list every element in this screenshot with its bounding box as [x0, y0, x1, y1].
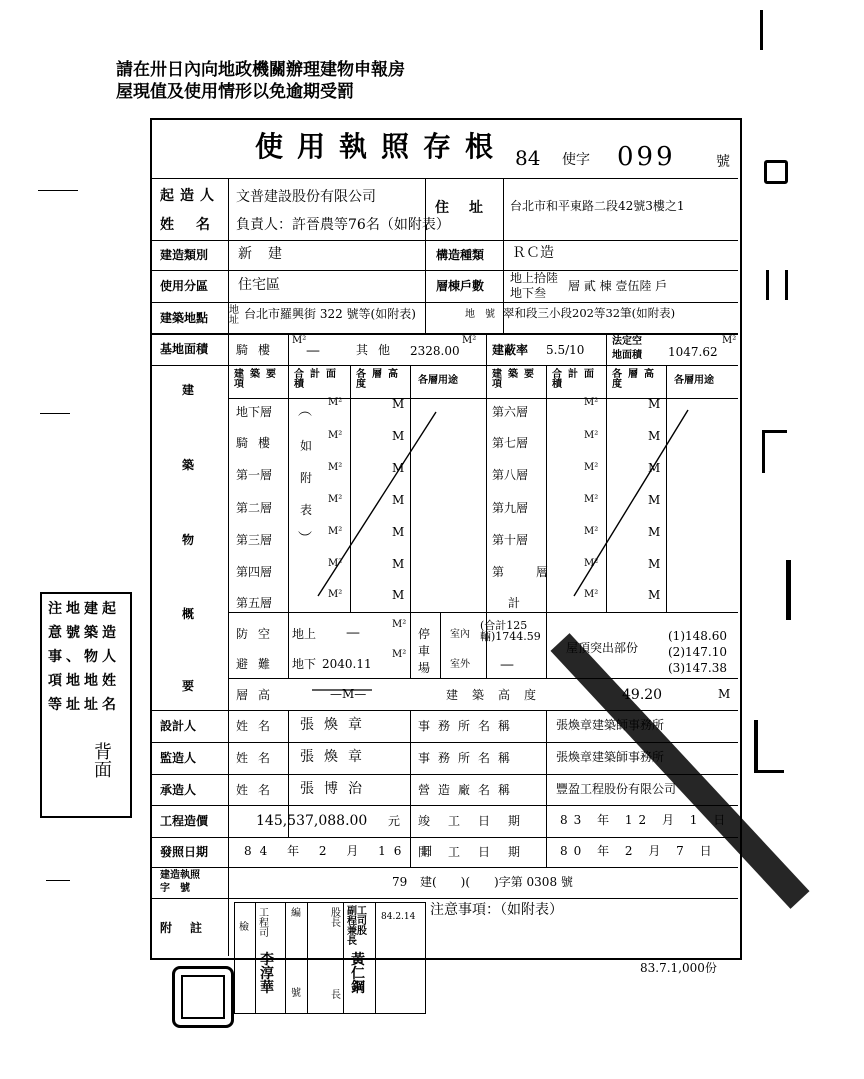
form-title: 使用執照存根 — [255, 130, 508, 163]
floor-row-label: 第十層 — [492, 533, 529, 547]
completion-value: 83 年 12 月 1 日 — [560, 813, 732, 827]
print-info: 83.7.1,000份 — [640, 961, 717, 975]
floor-row-label: 第二層 — [236, 501, 273, 515]
floor-height-value: —M— — [330, 687, 367, 701]
construction-permit-text: 建( )( )字第 0308 號 — [420, 875, 573, 889]
contractor-name-label: 姓名 — [236, 783, 281, 797]
supervisor-office-label: 事務所名稱 — [418, 751, 519, 765]
building-type-value: 新建 — [238, 246, 298, 262]
parking-indoor-value: (合計125輛)1744.59 — [480, 619, 541, 643]
arcade-unit: M² — [292, 335, 307, 346]
floor-row-label: 第一層 — [236, 468, 273, 482]
zone-value: 住宅區 — [238, 277, 280, 293]
floors-line1: 地上拾陸 — [510, 271, 559, 285]
owner-company: 文普建設股份有限公司 — [236, 189, 376, 205]
floor-row-label: 地下層 — [236, 405, 273, 419]
start-value: 80 年 2 月 7 日 — [560, 844, 718, 858]
other-value: 2328.00 — [410, 344, 460, 358]
floor-row-label: 計 — [508, 596, 521, 610]
shelter-above-unit: M² — [392, 619, 407, 630]
contractor-name: 張博治 — [300, 781, 372, 797]
site-address: 台北市羅興街 322 號等(如附表) — [244, 307, 416, 321]
permit-number-prefix: 84 — [515, 146, 541, 170]
side-note-box: 注地建起 意號築造 事、物人 項地地姓 等址址名 背面 — [40, 592, 132, 818]
cost-unit: 元 — [388, 814, 401, 828]
floor-row-label: 第四層 — [236, 565, 273, 579]
shelter-below-value: 2040.11 — [322, 657, 372, 671]
floors-rest: 層 貳 棟 壹伍陸 戶 — [568, 279, 668, 293]
construction-permit-label-2: 字號 — [160, 883, 200, 894]
parking-indoor-label: 室內 — [450, 629, 470, 640]
parking-label-2: 車 — [418, 644, 431, 658]
completion-label: 竣工日期 — [418, 814, 539, 828]
roof-value-2: (2)147.10 — [668, 645, 727, 659]
building-height-unit: M — [718, 687, 731, 701]
other-unit: M² — [462, 335, 477, 346]
permit-number-suffix: 號 — [716, 154, 730, 170]
owner-address: 台北市和平東路二段42號3樓之1 — [510, 199, 685, 213]
structure-value: ＲＣ造 — [512, 245, 554, 261]
owner-representative: 負責人：許晉農等76名（如附表） — [236, 217, 450, 233]
issue-label: 發照日期 — [160, 845, 209, 859]
parking-outdoor-value: — — [500, 657, 514, 673]
floor-row-label: 第八層 — [492, 468, 529, 482]
arcade-label: 騎樓 — [236, 343, 281, 357]
legal-unit: M² — [722, 335, 737, 346]
supervisor-office: 張煥章建築師事務所 — [556, 750, 665, 764]
shelter-below-unit: M² — [392, 649, 407, 660]
arcade-value: — — [306, 343, 320, 359]
notes-label: 附註 — [160, 921, 221, 935]
designer-office: 張煥章建築師事務所 — [556, 718, 665, 732]
shelter-above-value: — — [346, 625, 360, 641]
other-label: 其他 — [356, 343, 401, 357]
site-label: 建築地點 — [160, 311, 209, 325]
building-height-value: 49.20 — [622, 687, 663, 703]
contractor-label: 承造人 — [160, 783, 197, 797]
shelter-above-label: 地上 — [292, 627, 317, 641]
contractor-firm-label: 營造廠名稱 — [418, 783, 519, 797]
shelter-label: 防空 — [236, 627, 281, 641]
supervisor-name: 張煥章 — [300, 749, 372, 765]
top-notice-line2: 屋現值及使用情形以免逾期受罰 — [116, 82, 354, 102]
floor-row-label: 第六層 — [492, 405, 529, 419]
coverage-value: 5.5/10 — [546, 343, 585, 357]
permit-number: 099 — [617, 142, 676, 172]
parking-label-3: 場 — [418, 661, 431, 675]
issue-value: 84 年 2 月 16 日 — [244, 844, 442, 858]
site-address-label: 地址 — [229, 305, 239, 326]
building-height-label: 建築高度 — [446, 688, 551, 702]
floor-row-label: 第九層 — [492, 501, 529, 515]
structure-label: 構造種類 — [436, 248, 485, 262]
parking-outdoor-label: 室外 — [450, 659, 470, 670]
designer-name-label: 姓名 — [236, 719, 281, 733]
floor-height-label: 層高 — [236, 688, 281, 702]
designer-name: 張煥章 — [300, 717, 372, 733]
legal-value: 1047.62 — [668, 345, 718, 359]
legal-label-1: 法定空 — [612, 336, 642, 347]
notes-text: 注意事項：（如附表） — [430, 902, 563, 918]
top-notice-line1: 請在卅日內向地政機關辦理建物申報房 — [116, 60, 405, 80]
floors-line2: 地下叁 — [510, 286, 547, 300]
owner-label-1: 起造人 — [160, 188, 220, 204]
construction-permit-label-1: 建造執照 — [160, 870, 200, 881]
cost-value: 145,537,088.00 — [256, 813, 368, 829]
contractor-firm: 豐盈工程股份有限公司 — [556, 782, 677, 796]
cost-label: 工程造價 — [160, 814, 209, 828]
coverage-label: 建蔽率 — [492, 343, 529, 357]
approval-grid: 檢 工程司 李淳華 編 號 股長 副工程司兼股長 黃仁鋼 長 84.2.14 — [234, 902, 426, 1014]
floor-row-label: 第三層 — [236, 533, 273, 547]
area-label: 基地面積 — [160, 342, 209, 356]
floors-label: 層棟戶數 — [436, 279, 485, 293]
designer-office-label: 事務所名稱 — [418, 719, 519, 733]
supervisor-name-label: 姓名 — [236, 751, 281, 765]
shelter-below-label: 地下 — [292, 657, 317, 671]
parking-label-1: 停 — [418, 627, 431, 641]
roof-label: 屋頂突出部份 — [566, 641, 639, 655]
roof-value-3: (3)147.38 — [668, 661, 727, 675]
site-lot: 翠和段三小段202等32筆(如附表) — [503, 306, 676, 320]
permit-number-mid: 使字 — [562, 152, 590, 168]
building-type-label: 建造類別 — [160, 248, 209, 262]
owner-address-label: 住址 — [435, 200, 503, 216]
floor-row-label: 第五層 — [236, 596, 273, 610]
floor-row-label: 第 層 — [492, 565, 559, 579]
start-label: 開工日期 — [418, 845, 539, 859]
supervisor-label: 監造人 — [160, 751, 197, 765]
construction-permit-year: 79 — [392, 875, 408, 889]
seal-stamp — [172, 966, 234, 1028]
roof-value-1: (1)148.60 — [668, 629, 727, 643]
floor-row-label: 騎樓 — [236, 436, 281, 450]
designer-label: 設計人 — [160, 719, 197, 733]
site-lot-label: 地號 — [465, 309, 505, 320]
escape-label: 避難 — [236, 657, 281, 671]
owner-label-2: 姓名 — [160, 217, 232, 233]
zone-label: 使用分區 — [160, 279, 209, 293]
legal-label-2: 地面積 — [612, 350, 642, 361]
floor-row-label: 第七層 — [492, 436, 529, 450]
